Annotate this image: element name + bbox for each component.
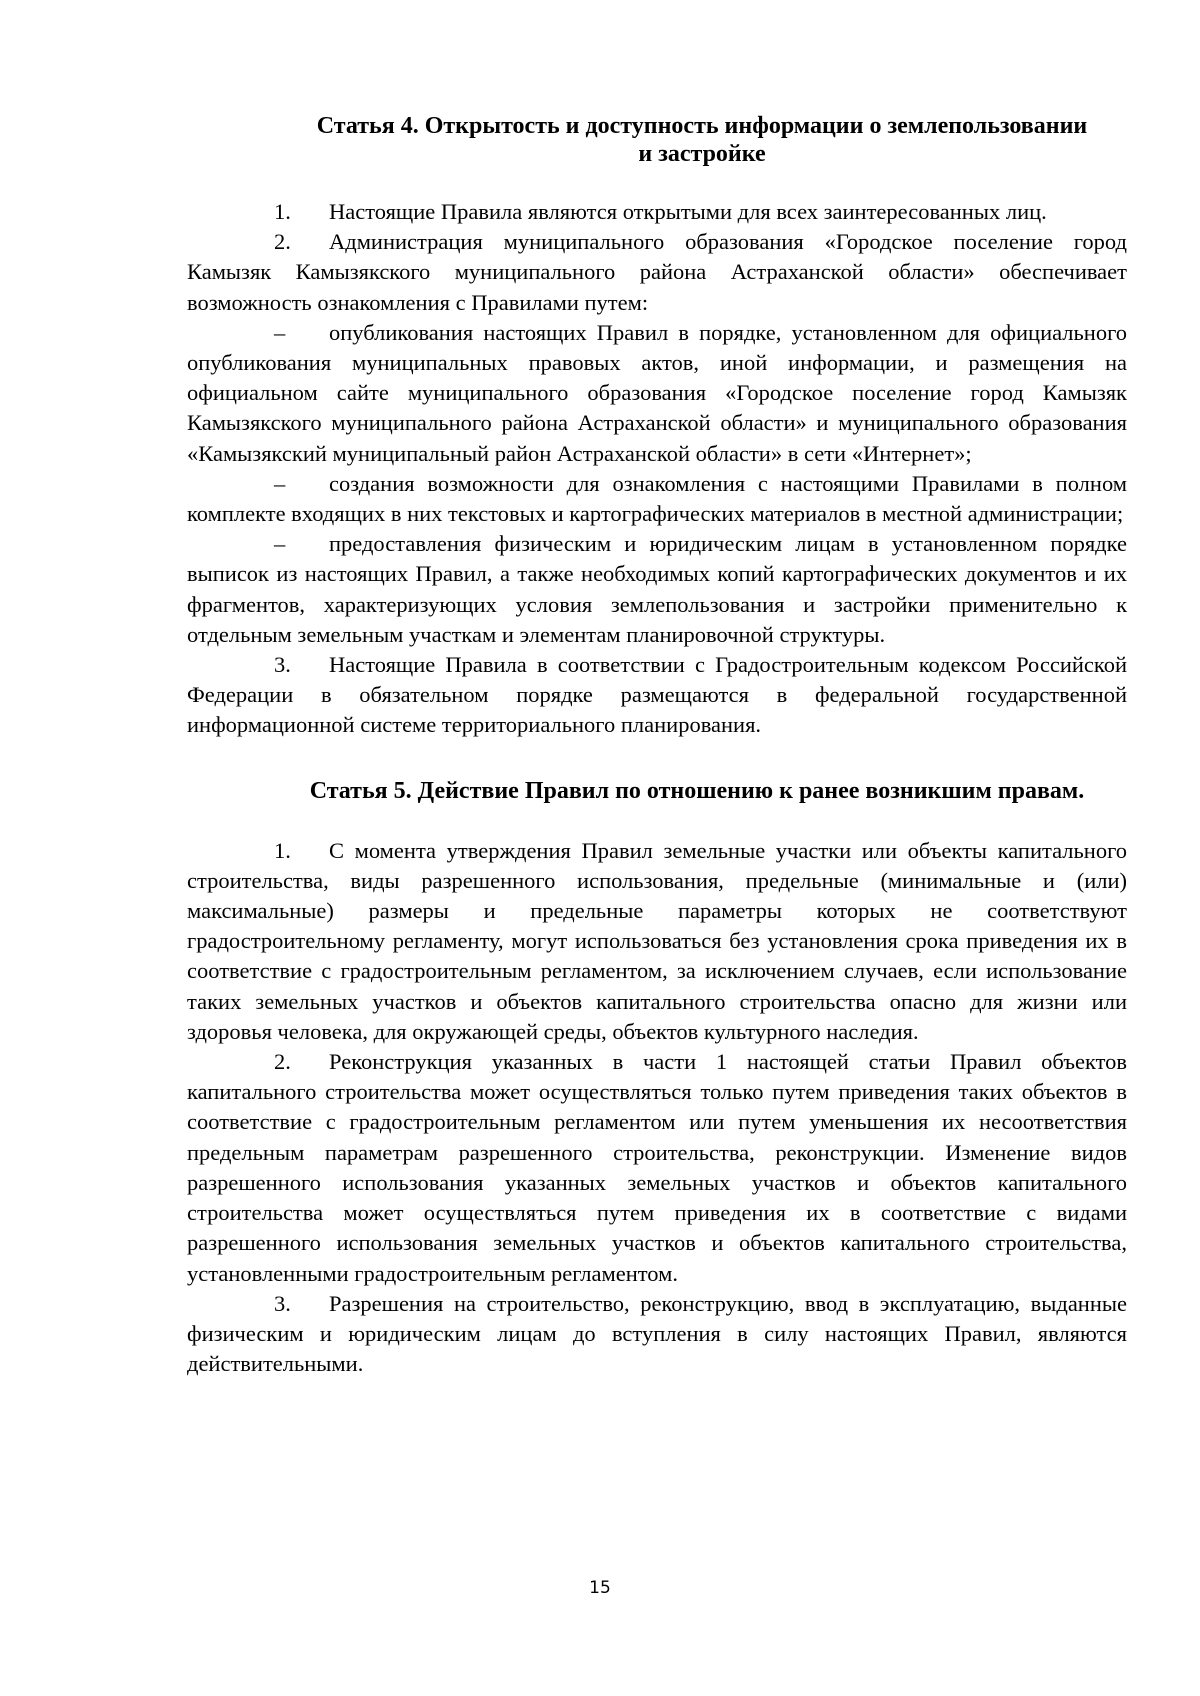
bullet-marker: –	[274, 470, 286, 496]
item-text: опубликования настоящих Правил в порядке, установленном для официального опубликования муниципальных правовых актов, иной информации, и размещения на официальном сайте муниципального образования «Городское поселение город Камызяк Камызякского муниципального района Астраханской области» и муниципального образования «Камызякский муниципальный район Астраханской области» в сети «Интернет»;	[187, 319, 1127, 466]
item-marker: 2.	[274, 1049, 291, 1075]
item-text: создания возможности для ознакомления с настоящими Правилами в полном комплекте входящих в них текстовых и картографических материалов в местной администрации;	[187, 470, 1127, 527]
bullet-marker: –	[274, 531, 286, 557]
document-page	[187, 112, 1127, 1379]
article-4-bullet-3	[187, 529, 1127, 650]
article-4-bullet-2	[187, 469, 1127, 529]
item-text: Реконструкция указанных в части 1 настоящей статьи Правил объектов капитального строительства может осуществляться только путем приведения таких объектов в соответствие с градостроительным регламентом или путем уменьшения их несоответствия предельным параметрам разрешенного строительства, реконструкции. Изменение видов разрешенного использования указанных земельных участков и объектов капитального строительства может осуществляться путем приведения их в соответствие с видами разрешенного использования земельных участков и объектов капитального строительства, установленными градостроительным регламентом.	[187, 1049, 1127, 1286]
item-text: Администрация муниципального образования «Городское поселение город Камызяк Камызякского муниципального района Астраханской области» обеспечивает возможность ознакомления с Правилами путем:	[187, 229, 1127, 315]
item-text: предоставления физическим и юридическим лицам в установленном порядке выписок из настоящих Правил, а также необходимых копий картографических документов и их фрагментов, характеризующих условия землепользования и застройки применительно к отдельным земельным участкам и элементам планировочной структуры.	[187, 531, 1127, 647]
item-text: С момента утверждения Правил земельные участки или объекты капитального строительства, виды разрешенного использования, предельные (минимальные и (или) максимальные) размеры и предельные параметры которых не соответствуют градостроительному регламенту, могут использоваться без установления срока приведения их в соответствие с градостроительным регламентом, за исключением случаев, если использование таких земельных участков и объектов капитального строительства опасно для жизни или здоровья человека, для окружающей среды, объектов культурного наследия.	[187, 837, 1127, 1044]
page-number: 15	[589, 1578, 611, 1598]
article-4-item-1	[187, 197, 1127, 227]
article-5-item-3	[187, 1289, 1127, 1380]
article-5-item-1	[187, 836, 1127, 1047]
article-5-heading: Статья 5. Действие Правил по отношению к ранее возникшим правам.	[309, 777, 1085, 804]
article-4-title-line2: и застройке	[638, 141, 766, 167]
bullet-marker: –	[274, 319, 286, 345]
article-5-item-2	[187, 1047, 1127, 1289]
item-text: Настоящие Правила являются открытыми для всех заинтересованных лиц.	[329, 199, 1047, 224]
item-marker: 1.	[274, 837, 291, 863]
item-marker: 1.	[274, 199, 291, 224]
item-text: Настоящие Правила в соответствии с Градостроительным кодексом Российской Федерации в обязательном порядке размещаются в федеральной государственной информационной системе территориального планирования.	[187, 652, 1127, 738]
article-4-title-line1: Статья 4. Открытость и доступность информации о землепользовании	[316, 113, 1088, 139]
item-marker: 3.	[274, 652, 291, 678]
item-marker: 2.	[274, 229, 291, 255]
article-4-item-2	[187, 227, 1127, 318]
item-marker: 3.	[274, 1290, 291, 1316]
article-4-heading	[187, 112, 1127, 168]
article-4-item-3	[187, 650, 1127, 741]
item-text: Разрешения на строительство, реконструкцию, ввод в эксплуатацию, выданные физическим и юридическим лицам до вступления в силу настоящих Правил, являются действительными.	[187, 1290, 1127, 1377]
article-4-bullet-1	[187, 318, 1127, 469]
